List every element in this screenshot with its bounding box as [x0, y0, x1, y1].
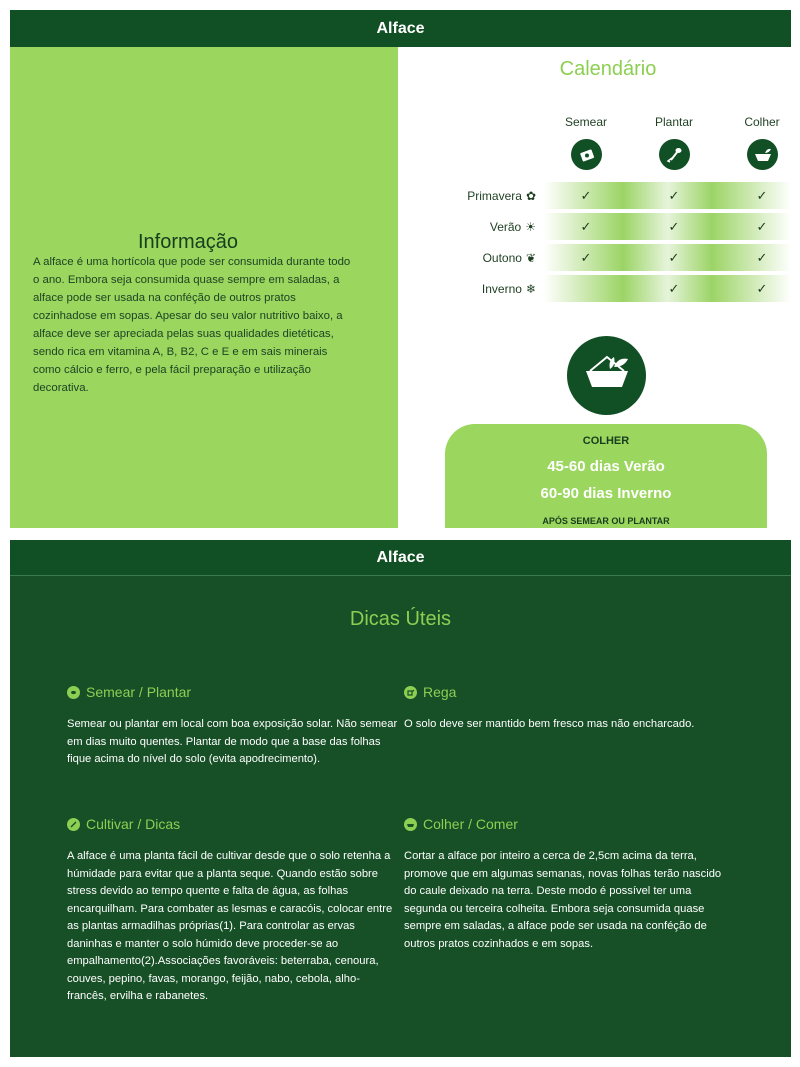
- tip-semear-plantar: [67, 682, 399, 769]
- check-plantar: ✓: [668, 249, 680, 265]
- cultivate-icon: [67, 818, 80, 831]
- season-row-outono: [398, 244, 791, 271]
- harvest-winter: 60-90 dias Inverno: [540, 485, 672, 502]
- harvest-basket-icon: [567, 336, 646, 415]
- column-header-semear: Semear: [564, 115, 608, 129]
- seed-icon: [67, 686, 80, 699]
- watering-icon: [404, 686, 417, 699]
- tip-heading: Cultivar / Dicas: [86, 816, 181, 832]
- seed-packet-icon[interactable]: [571, 139, 602, 170]
- season-row-inverno: [398, 275, 791, 302]
- leaf-icon: ❦: [525, 250, 536, 265]
- column-header-plantar: Plantar: [654, 115, 694, 129]
- tip-text: Semear ou plantar em local com boa exposição solar. Não semear em dias muito quentes. Plantar de modo que a base das folhas fique acima do nível do solo (evita apodrecimento).: [67, 718, 398, 765]
- season-label: Primavera: [467, 188, 522, 203]
- harvest-note: APÓS SEMEAR OU PLANTAR: [542, 516, 670, 526]
- tips-title: Dicas Úteis: [349, 608, 452, 630]
- harvest-basket-icon[interactable]: [747, 139, 778, 170]
- snowflake-icon: ❄: [525, 281, 536, 296]
- calendar-panel: [398, 47, 791, 528]
- check-colher: ✓: [756, 218, 768, 234]
- check-plantar: ✓: [668, 280, 680, 296]
- column-header-colher: Colher: [744, 115, 780, 129]
- app-title-bar: [10, 10, 791, 47]
- tip-text: A alface é uma planta fácil de cultivar desde que o solo retenha a húmidade para evitar que a planta seque. Quando estão sobre stress devido ao tempo quente e falta de água, as folhas encarquilham. Para combater as lesmas e caracóis, colocar entre as plantas armadilhas próprias(1). Para controlar as ervas daninhas e manter o solo húmido deve proceder-se ao empalhamento(2).Associações favoráveis: beterraba, cenoura, couves, pepino, favas, morango, feijão, nabo, cebola, alho-francês, ervilha e rabanetes.: [67, 850, 393, 1002]
- check-semear: ✓: [580, 249, 592, 265]
- tip-cultivar-dicas: [67, 814, 399, 1006]
- check-plantar: ✓: [668, 187, 680, 203]
- check-semear: ✓: [580, 187, 592, 203]
- app-title: Alface: [376, 19, 425, 37]
- check-semear: ✓: [580, 218, 592, 234]
- tip-heading: Semear / Plantar: [86, 684, 192, 700]
- flower-icon: ✿: [525, 188, 536, 203]
- season-label: Verão: [489, 219, 522, 234]
- season-label: Outono: [482, 250, 522, 265]
- sun-icon: ☀: [525, 219, 536, 234]
- app-title: Alface: [376, 548, 425, 566]
- harvest-icon: [404, 818, 417, 831]
- season-row-primavera: [398, 182, 791, 209]
- info-heading: Informação: [137, 231, 239, 253]
- tip-rega: [404, 682, 734, 734]
- tips-panel: [10, 576, 791, 1057]
- check-colher: ✓: [756, 187, 768, 203]
- info-text: A alface é uma hortícola que pode ser consumida durante todo o ano. Embora seja consumida quase sempre em saladas, a alface pode ser usada na conféção de outros pratos cozinhadose em sopas. Apesar do seu valor nutritivo baixo, a alface deve ser apreciada pelas suas qualidades dietéticas, sendo rica em vitamina A, B, B2, C e E e em sais minerais como cálcio e ferro, e pela fácil preparação e utilização decorativa.: [33, 256, 351, 394]
- tip-heading: Rega: [423, 684, 457, 700]
- harvest-label: COLHER: [582, 435, 630, 447]
- check-plantar: ✓: [668, 218, 680, 234]
- harvest-info-card: [445, 424, 767, 528]
- trowel-icon[interactable]: [659, 139, 690, 170]
- calendar-title: Calendário: [559, 58, 657, 80]
- season-label: Inverno: [481, 281, 522, 296]
- info-panel: [10, 47, 398, 528]
- harvest-summer: 45-60 dias Verão: [547, 458, 665, 475]
- tip-text: Cortar a alface por inteiro a cerca de 2,5cm acima da terra, promove que em algumas semanas, novas folhas terão nascido do caule deixado na terra. Deste modo é possível ter uma segunda ou terceira colheita. Embora seja consumida quase sempre em saladas, a alface pode ser usada na conféção de outros pratos cozinhados e em sopas.: [404, 850, 722, 950]
- check-colher: ✓: [756, 280, 768, 296]
- check-colher: ✓: [756, 249, 768, 265]
- tip-heading: Colher / Comer: [423, 816, 518, 832]
- tip-text: O solo deve ser mantido bem fresco mas não encharcado.: [404, 718, 695, 730]
- app-title-bar: [10, 540, 791, 576]
- tip-colher-comer: [404, 814, 734, 953]
- season-row-verao: [398, 213, 791, 240]
